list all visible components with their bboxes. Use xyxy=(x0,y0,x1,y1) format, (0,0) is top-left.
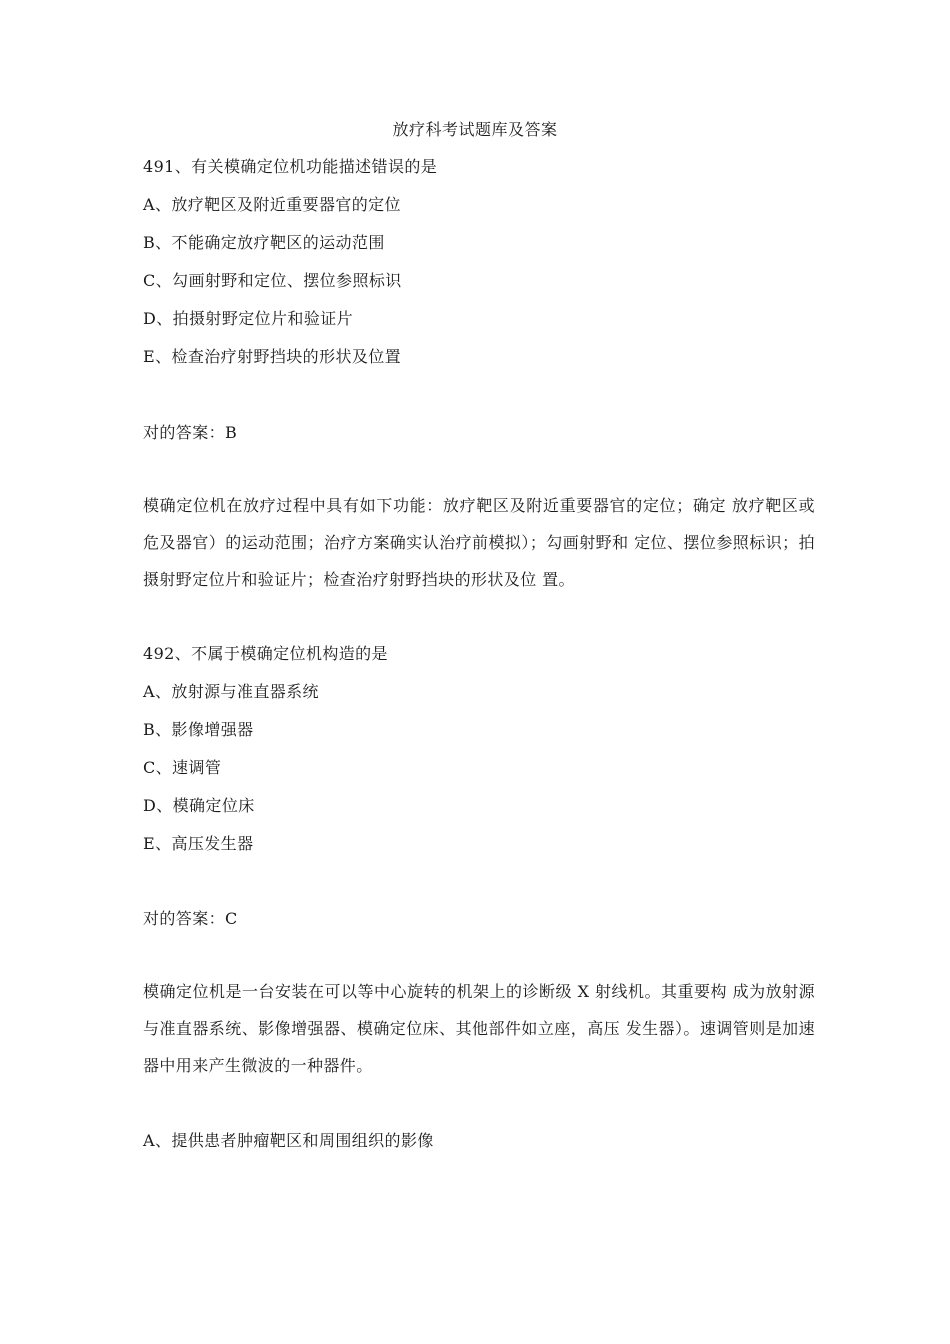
question-492-answer: 对的答案：C xyxy=(143,909,238,928)
question-491-option-c: C、勾画射野和定位、摆位参照标识 xyxy=(143,271,402,290)
question-491-option-a: A、放疗靶区及附近重要器官的定位 xyxy=(143,195,401,214)
next-question-option-a: A、提供患者肿瘤靶区和周围组织的影像 xyxy=(143,1131,434,1150)
question-491-answer: 对的答案：B xyxy=(143,423,238,442)
question-492-option-c: C、速调管 xyxy=(143,758,222,777)
question-492-explanation: 模确定位机是一台安装在可以等中心旋转的机架上的诊断级 X 射线机。其重要构 成为放射源与准直器系统、影像增强器、模确定位床、其他部件如立座，高压 发生器）。速调管则是加速器中用来产生微波的一种器件。 xyxy=(143,982,815,1075)
question-491-explanation: 模确定位机在放疗过程中具有如下功能：放疗靶区及附近重要器官的定位；确定 放疗靶区或危及器官）的运动范围；治疗方案确实认治疗前模拟）；勾画射野和 定位、摆位参照标识；拍摄射野定位片和验证片；检查治疗射野挡块的形状及位 置。 xyxy=(143,496,815,589)
question-491-text: 491、有关模确定位机功能描述错误的是 xyxy=(143,157,438,176)
question-492-text: 492、不属于模确定位机构造的是 xyxy=(143,644,388,663)
question-492-option-e: E、高压发生器 xyxy=(143,834,254,853)
question-491-option-b: B、不能确定放疗靶区的运动范围 xyxy=(143,233,385,252)
question-492-option-b: B、影像增强器 xyxy=(143,720,254,739)
question-491-option-d: D、拍摄射野定位片和验证片 xyxy=(143,309,354,328)
question-492-option-a: A、放射源与准直器系统 xyxy=(143,682,319,701)
question-491-option-e: E、检查治疗射野挡块的形状及位置 xyxy=(143,347,402,366)
question-492-option-d: D、模确定位床 xyxy=(143,796,255,815)
document-title: 放疗科考试题库及答案 xyxy=(392,120,558,139)
